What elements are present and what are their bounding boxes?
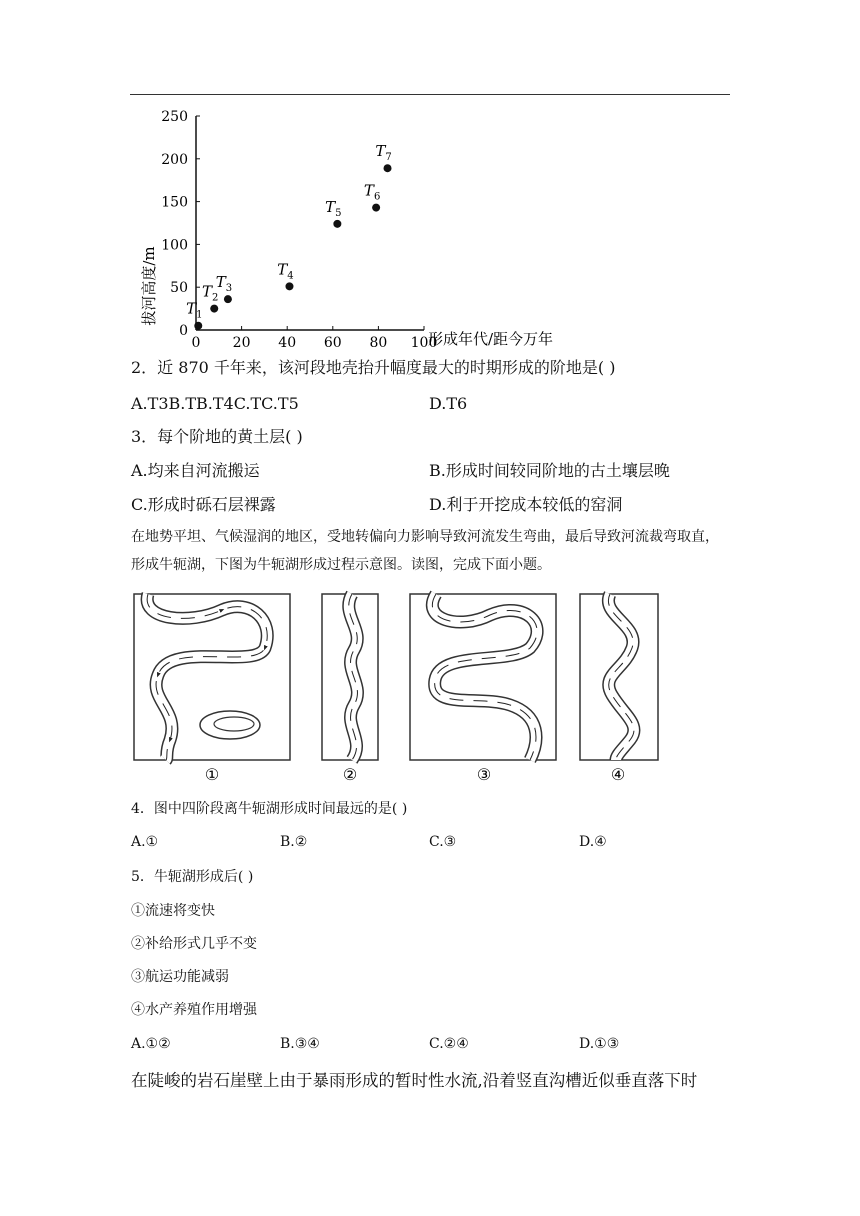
x-tick-label: 0 [191, 335, 201, 351]
cliff-passage: 在陡峻的岩石崖壁上由于暴雨形成的暂时性水流,沿着竖直沟槽近似垂直落下时 [131, 1071, 698, 1090]
oxbow-passage: 在地势平坦、气候湿润的地区，受地转偏向力影响导致河流发生弯曲，最后导致河流裁弯取直，形成牛轭湖，下图为牛轭湖形成过程示意图。读图，完成下面小题。 [131, 529, 719, 573]
point-label: $T_2$ [202, 282, 219, 304]
q5-statement-4: ④水产养殖作用增强 [131, 1002, 257, 1018]
q2-option-d[interactable]: D.T6 [429, 394, 468, 413]
q4-option-b[interactable]: B.② [280, 834, 308, 850]
data-point [384, 164, 392, 172]
y-tick-label: 200 [161, 151, 188, 168]
q3-option-a[interactable]: A.均来自河流搬运 [131, 461, 260, 480]
point-label: $T_1$ [186, 299, 203, 321]
y-tick-label: 100 [161, 237, 188, 254]
q2-stem: 2．近 870 千年来，该河段地壳抬升幅度最大的时期形成的阶地是( ) [131, 358, 616, 377]
q5-option-b[interactable]: B.③④ [280, 1036, 320, 1052]
data-point [285, 282, 293, 290]
q4-option-d[interactable]: D.④ [579, 834, 607, 850]
y-tick-label: 150 [161, 194, 188, 211]
point-label: $T_7$ [375, 142, 392, 164]
y-tick-label: 50 [170, 280, 188, 297]
data-point [372, 204, 380, 212]
point-label: $T_3$ [215, 273, 233, 295]
q4-stem: 4．图中四阶段离牛轭湖形成时间最远的是( ) [131, 801, 408, 817]
point-label: $T_4$ [277, 260, 294, 282]
q5-statement-3: ③航运功能减弱 [131, 969, 229, 985]
x-tick-label: 100 [410, 335, 438, 351]
q3-option-b[interactable]: B.形成时间较同阶地的古土壤层晚 [429, 461, 670, 480]
q5-option-d[interactable]: D.①③ [579, 1036, 620, 1052]
diagram-panel-1 [134, 594, 290, 784]
q5-option-c[interactable]: C.②④ [429, 1036, 469, 1052]
q5-option-a[interactable]: A.①② [131, 1036, 171, 1052]
data-point [224, 295, 232, 303]
panel-label-1: ① [204, 765, 220, 784]
diagram-panel-3 [410, 594, 556, 784]
q5-statement-1: ①流速将变快 [131, 903, 215, 919]
x-tick-label: 20 [232, 335, 251, 351]
x-tick-label: 60 [323, 335, 342, 351]
y-axis-label: 拔河高度/m [140, 246, 158, 326]
terrace-scatter-chart [130, 104, 610, 354]
q2-option-a[interactable]: A.T3B.TB.T4C.TC.T5 [131, 394, 299, 413]
x-axis-label: 形成年代/距今万年 [428, 330, 554, 348]
data-point [194, 322, 202, 330]
panel-label-4: ④ [610, 765, 626, 784]
q4-option-c[interactable]: C.③ [429, 834, 457, 850]
q5-statement-2: ②补给形式几乎不变 [131, 936, 257, 952]
data-point [333, 220, 341, 228]
q3-option-c[interactable]: C.形成时砾石层裸露 [131, 495, 276, 514]
diagram-panel-2 [322, 594, 378, 784]
x-tick-label: 40 [278, 335, 297, 351]
point-label: $T_6$ [363, 181, 381, 203]
data-point [210, 305, 218, 313]
panel-label-3: ③ [476, 765, 492, 784]
diagram-panel-4 [580, 594, 658, 784]
panel-label-2: ② [342, 765, 358, 784]
oxbow-lake-diagram [130, 590, 690, 785]
q3-stem: 3．每个阶地的黄土层( ) [131, 427, 303, 446]
y-tick-label: 250 [161, 109, 188, 125]
q3-option-d[interactable]: D.利于开挖成本较低的窑洞 [429, 495, 623, 514]
y-tick-label: 0 [179, 323, 188, 339]
point-label: $T_5$ [325, 197, 342, 219]
x-tick-label: 80 [369, 335, 388, 351]
header-rule [130, 94, 730, 95]
q5-stem: 5．牛轭湖形成后( ) [131, 869, 254, 885]
q4-option-a[interactable]: A.① [131, 834, 159, 850]
